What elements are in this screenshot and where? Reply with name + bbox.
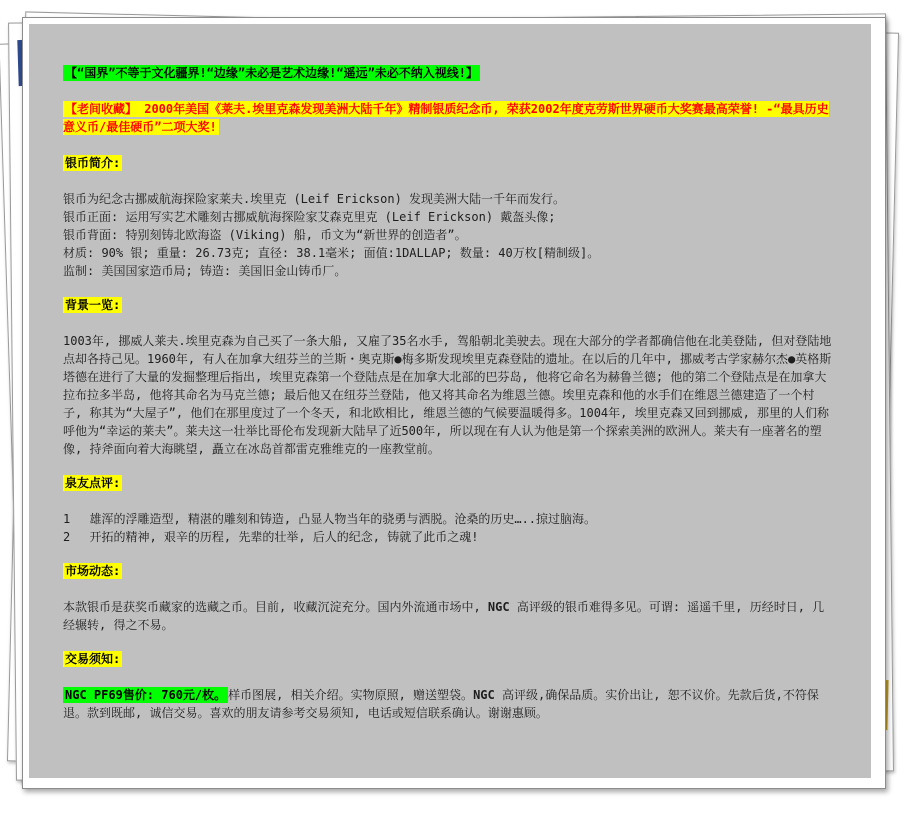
comments-list [63, 510, 833, 546]
intro-line: 银币为纪念古挪威航海探险家莱夫.埃里克 (Leif Erickson) 发现美洲大陆一千年而发行。 [63, 192, 566, 206]
trade-text-b: 高评级,确保品质。实价出让, 恕不议价。先款后货,不符保退。款到既邮, 诚信交易。喜欢的朋友请参考交易须知, 电话或短信联系确认。谢谢惠顾。 [63, 688, 819, 720]
comment-item: 2 开拓的精神, 艰辛的历程, 先辈的壮举, 后人的纪念, 铸就了此币之魂! [63, 530, 479, 544]
intro-line: 银币正面: 运用写实艺术雕刻古挪威航海探险家艾森克里克 (Leif Erickson) 戴盔头像; [63, 210, 556, 224]
market-text-prefix: 本款银币是获奖币藏家的选藏之币。目前, 收藏沉淀充分。国内外流通市场中, [63, 600, 488, 614]
intro-line: 材质: 90% 银; 重量: 26.73克; 直径: 38.1毫米; 面值:1DALLAP; 数量: 40万枚[精制级]。 [63, 246, 600, 260]
section-heading-trade: 交易须知: [65, 652, 121, 666]
comment-item: 1 雄浑的浮雕造型, 精湛的雕刻和铸造, 凸显人物当年的骁勇与洒脱。沧桑的历史…..掠过脑海。 [63, 512, 597, 526]
trade-text-a: 样币图展, 相关介绍。实物原照, 赠送塑袋。 [228, 688, 474, 702]
trade-text-bold: NGC [473, 688, 495, 702]
section-heading-market: 市场动态: [65, 564, 121, 578]
slogan-banner: 【“国界”不等于文化疆界!“边缘”未必是艺术边缘!“遥远”未必不纳入视线!】 [65, 66, 479, 80]
listing-content [63, 64, 833, 722]
market-text-bold: NGC [487, 600, 510, 614]
trade-paragraph [63, 686, 833, 722]
content-panel [29, 24, 871, 778]
intro-line: 银币背面: 特别刻铸北欧海盗 (Viking) 船, 币文为“新世界的创造者”。 [63, 228, 467, 242]
photo-frame [22, 17, 886, 789]
section-heading-intro: 银币简介: [65, 156, 121, 170]
intro-body [63, 190, 833, 280]
price-tag: NGC PF69售价: 760元/枚。 [65, 688, 227, 702]
background-paragraph: 1003年, 挪威人莱夫.埃里克森为自己买了一条大船, 又雇了35名水手, 驾船朝北美驶去。现在大部分的学者都确信他在北美登陆, 但对登陆地点却各持己见。1960年, 有人在加拿大纽芬兰的兰斯・奥克斯●梅多斯发现埃里克森登陆的遗址。在以后的几年中, 挪威考古学家赫尔杰●英格斯塔德在进行了大量的发掘整理后指出, 埃里克森第一个登陆点是在加拿大北部的巴芬岛, 他将它命名为赫鲁兰德; 他的第二个登陆点是在加拿大拉布拉多半岛, 他将其命名为马克兰德; 最后他又在纽芬兰登陆, 他又将其命名为维恩兰德。埃里克森和他的水手们在维恩兰德建造了一个村子, 称其为“大屋子”, 他们在那里度过了一个冬天, 和北欧相比, 维恩兰德的气候要温暖得多。1004年, 埃里克森又回到挪威, 那里的人们称呼他为“幸运的莱夫”。莱夫这一壮举比哥伦布发现新大陆早了近500年, 所以现在有人认为他是第一个探索美洲的欧洲人。莱夫有一座著名的塑像, 持斧面向着大海眺望, 矗立在冰岛首都雷克雅维克的一座教堂前。 [63, 334, 832, 456]
section-heading-background: 背景一览: [65, 298, 121, 312]
market-paragraph [63, 598, 833, 634]
headline-banner: 【老间收藏】 2000年美国《莱夫.埃里克森发现美洲大陆千年》精制银质纪念币, 荣获2002年度克劳斯世界硬币大奖赛最高荣誉! -“最具历史意义币/最佳硬币”二项大奖! [63, 102, 829, 134]
market-text-suffix: 高评级的银币难得多见。可谓: 遥遥千里, 历经时日, 几经辗转, 得之不易。 [63, 600, 825, 632]
section-heading-comments: 泉友点评: [65, 476, 121, 490]
intro-line: 监制: 美国国家造币局; 铸造: 美国旧金山铸币厂。 [63, 264, 347, 278]
